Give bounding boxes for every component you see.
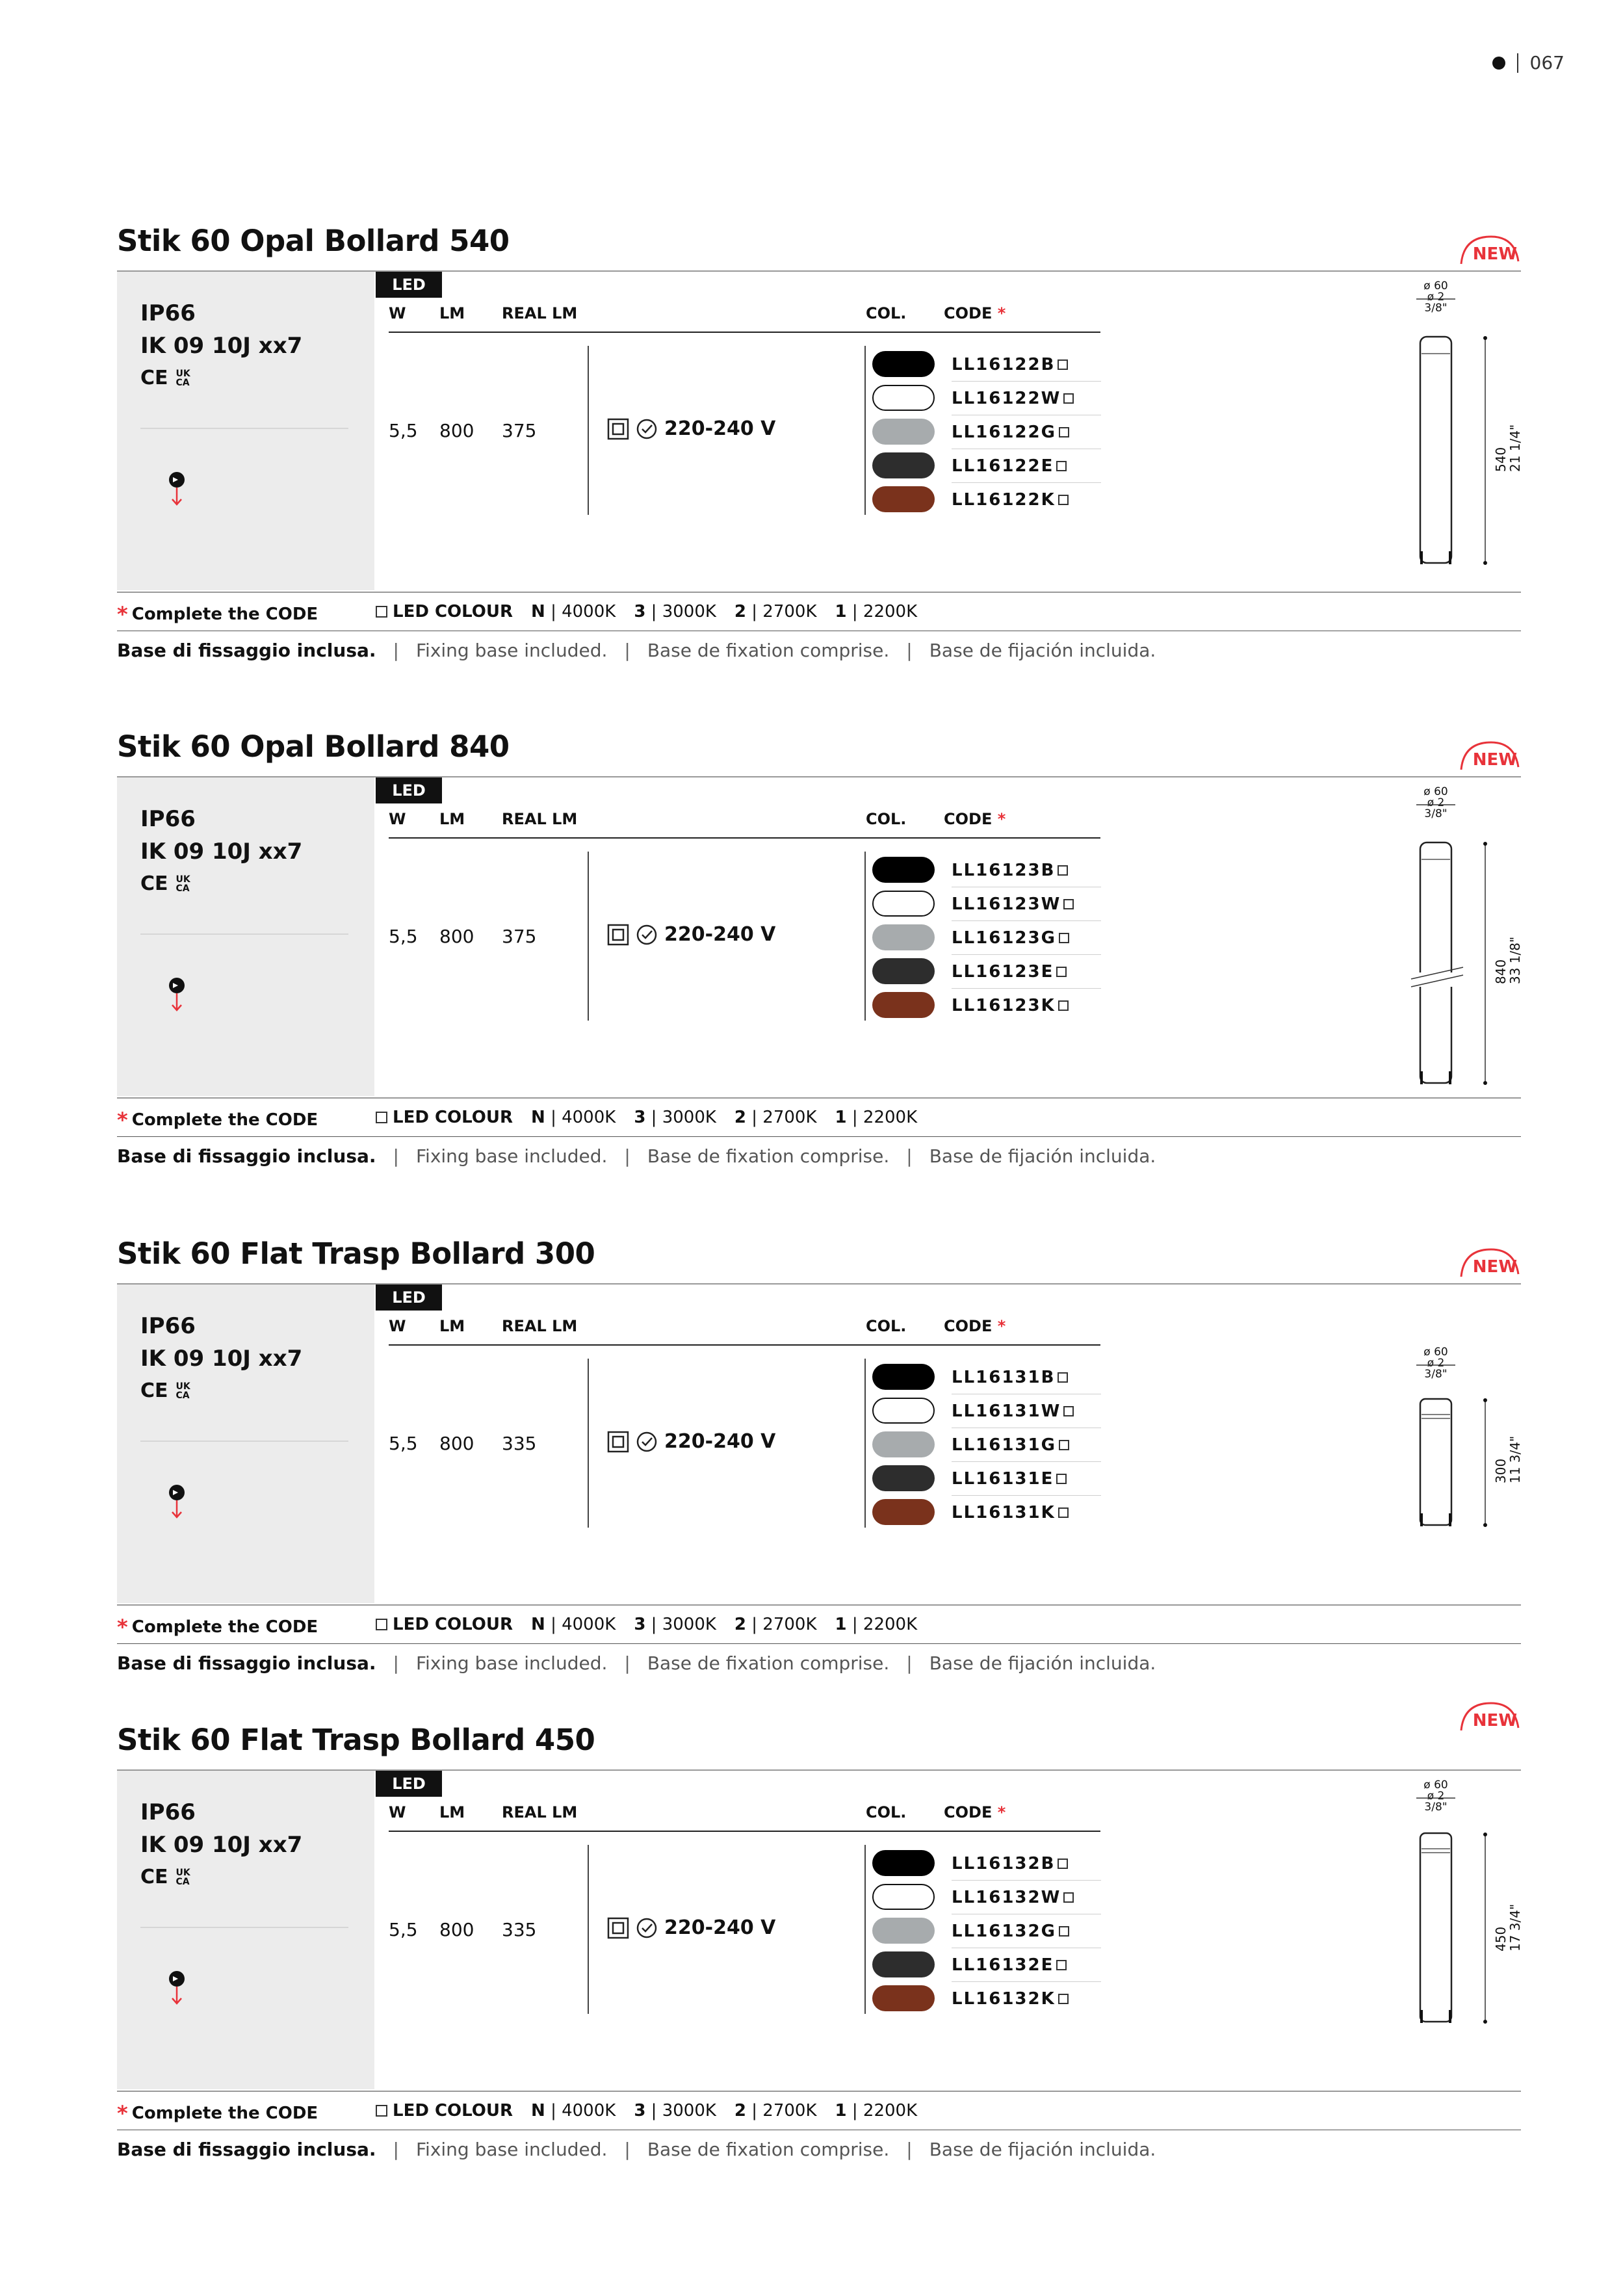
new-badge: NEW (1459, 233, 1521, 265)
ukca-mark: UK CA (175, 368, 190, 388)
certification-marks (140, 367, 198, 389)
header-code: CODE * (944, 1803, 1006, 1821)
led-colour-options: LED COLOUR N | 4000K 3 | 3000K 2 | 2700K 1 | 2200K (376, 2101, 917, 2120)
swatch-grey (872, 419, 935, 445)
header-col: COL. (866, 810, 907, 828)
code-box-icon (1056, 967, 1067, 977)
product-title: Stik 60 Opal Bollard 540 (117, 224, 510, 258)
swatch-white (872, 1398, 935, 1424)
code-box-icon (1058, 1507, 1069, 1518)
check-circle-icon (636, 1917, 658, 1939)
spec-panel (117, 777, 374, 1096)
code-divider (952, 1880, 1101, 1881)
header-code: CODE * (944, 1317, 1006, 1335)
code-box-icon (1063, 393, 1074, 404)
product-code: LL16123W (952, 894, 1074, 914)
led-colour-options: LED COLOUR N | 4000K 3 | 3000K 2 | 2700K 1 | 2200K (376, 1108, 917, 1127)
product-code: LL16123G (952, 928, 1069, 948)
product-title: Stik 60 Flat Trasp Bollard 300 (117, 1236, 595, 1271)
header-divider (389, 1831, 1100, 1832)
spec-panel (117, 1285, 374, 1603)
new-badge: NEW (1459, 1699, 1521, 1732)
swatch-corten (872, 1499, 935, 1525)
height-label-in: 17 3/4" (1507, 1903, 1523, 1951)
code-box-icon (376, 1112, 387, 1123)
swatch-black (872, 351, 935, 377)
header-w: W (389, 1317, 406, 1335)
fixing-note: Base di fissaggio inclusa. | Fixing base included. | Base de fixation comprise. | Base de fijación incluida. (117, 1145, 1156, 1167)
asterisk-icon: * (117, 602, 128, 627)
technical-drawing (1401, 1285, 1531, 1603)
code-box-icon (1056, 1474, 1067, 1484)
class-ii-icon (607, 1917, 629, 1939)
swatch-white (872, 1884, 935, 1910)
complete-code-note: * Complete the CODE (117, 602, 318, 627)
asterisk-icon: * (997, 1803, 1006, 1821)
column-divider (864, 1845, 866, 2014)
certification-marks (140, 1866, 198, 1888)
product-code: LL16132E (952, 1955, 1067, 1975)
header-real-lm: REAL LM (502, 1803, 578, 1821)
swatch-anthracite (872, 1951, 935, 1977)
product-code: LL16132G (952, 1922, 1069, 1941)
product-code: LL16123E (952, 962, 1067, 982)
header-code: CODE * (944, 304, 1006, 322)
product-code: LL16122B (952, 355, 1068, 374)
header-real-lm: REAL LM (502, 810, 578, 828)
swatch-black (872, 1850, 935, 1876)
product-code: LL16131W (952, 1402, 1074, 1421)
new-badge: NEW (1459, 1246, 1521, 1278)
panel-divider (140, 428, 348, 429)
code-box-icon (1058, 1994, 1069, 2004)
column-divider (588, 1359, 589, 1528)
code-divider (952, 1495, 1101, 1496)
header-w: W (389, 1803, 406, 1821)
header-w: W (389, 304, 406, 322)
page-dot-icon (1492, 57, 1505, 70)
product-code: LL16122W (952, 389, 1074, 408)
header-w: W (389, 810, 406, 828)
column-divider (864, 346, 866, 515)
swatch-grey (872, 1918, 935, 1944)
swatch-corten (872, 1985, 935, 2011)
ce-mark: CE (140, 367, 168, 389)
code-divider (952, 381, 1101, 382)
value-lm: 800 (439, 420, 474, 441)
led-badge: LED (376, 1771, 442, 1797)
ik-rating: IK 09 10J xx7 (140, 1346, 303, 1372)
swatch-white (872, 385, 935, 411)
technical-drawing (1401, 272, 1531, 590)
diameter-label: ø 60 ø 2 3/8" (1423, 785, 1448, 820)
code-divider (952, 920, 1101, 921)
diameter-label: ø 60 ø 2 3/8" (1423, 1779, 1448, 1814)
value-w: 5,5 (389, 1919, 418, 1940)
code-box-icon (376, 1619, 387, 1630)
value-lm: 800 (439, 926, 474, 947)
swatch-corten (872, 486, 935, 512)
swatch-anthracite (872, 452, 935, 478)
page-number (1492, 52, 1565, 73)
header-col: COL. (866, 1803, 907, 1821)
product-code: LL16131K (952, 1503, 1069, 1522)
section-divider (117, 2091, 1521, 2092)
product-code: LL16132B (952, 1854, 1068, 1873)
complete-code-note: * Complete the CODE (117, 2101, 318, 2126)
code-box-icon (1059, 1926, 1069, 1937)
page-divider (1517, 53, 1518, 73)
check-circle-icon (636, 924, 658, 946)
voltage: 220-240 V (607, 923, 775, 946)
value-w: 5,5 (389, 420, 418, 441)
ukca-mark: UK CA (175, 874, 190, 894)
column-divider (588, 1845, 589, 2014)
swatch-black (872, 857, 935, 883)
header-real-lm: REAL LM (502, 304, 578, 322)
product-section (117, 729, 1521, 1184)
header-lm: LM (439, 1803, 465, 1821)
asterisk-icon: * (997, 304, 1006, 322)
code-box-icon (1063, 899, 1074, 909)
height-label: 540 (1493, 447, 1509, 472)
fixing-note: Base di fissaggio inclusa. | Fixing base included. | Base de fixation comprise. | Base de fijación incluida. (117, 640, 1156, 661)
height-label: 840 (1493, 959, 1509, 984)
column-divider (864, 1359, 866, 1528)
swatch-anthracite (872, 958, 935, 984)
asterisk-icon: * (117, 1615, 128, 1639)
product-title: Stik 60 Opal Bollard 840 (117, 729, 510, 764)
height-label: 300 (1493, 1458, 1509, 1483)
product-section (117, 1236, 1521, 1691)
swatch-grey (872, 924, 935, 950)
check-circle-icon (636, 1431, 658, 1453)
product-code: LL16123B (952, 861, 1068, 880)
section-divider (117, 1097, 1521, 1099)
panel-divider (140, 1441, 348, 1442)
led-colour-options: LED COLOUR N | 4000K 3 | 3000K 2 | 2700K 1 | 2200K (376, 602, 917, 621)
value-real-lm: 375 (502, 926, 537, 947)
code-divider (952, 954, 1101, 955)
asterisk-icon: * (997, 810, 1006, 828)
panel-divider (140, 1927, 348, 1928)
header-lm: LM (439, 304, 465, 322)
height-label: 450 (1493, 1926, 1509, 1951)
code-box-icon (376, 606, 387, 618)
ce-mark: CE (140, 872, 168, 895)
complete-code-note: * Complete the CODE (117, 1615, 318, 1639)
panel-divider (140, 933, 348, 935)
ik-rating: IK 09 10J xx7 (140, 839, 303, 865)
led-badge: LED (376, 1285, 442, 1311)
code-divider (952, 988, 1101, 989)
fixing-note: Base di fissaggio inclusa. | Fixing base included. | Base de fixation comprise. | Base de fijación incluida. (117, 2139, 1156, 2160)
code-box-icon (1058, 1859, 1068, 1869)
note-divider (117, 1136, 1521, 1137)
product-code: LL16132K (952, 1989, 1069, 2009)
ip-rating: IP66 (140, 806, 196, 832)
product-code: LL16131B (952, 1368, 1068, 1387)
product-section (117, 1723, 1521, 2178)
header-lm: LM (439, 810, 465, 828)
note-divider (117, 1643, 1521, 1644)
column-divider (588, 346, 589, 515)
header-col: COL. (866, 1317, 907, 1335)
value-real-lm: 335 (502, 1919, 537, 1940)
header-divider (389, 837, 1100, 839)
height-label-in: 33 1/8" (1507, 936, 1523, 984)
value-lm: 800 (439, 1919, 474, 1940)
asterisk-icon: * (117, 1108, 128, 1132)
pin-icon (164, 469, 190, 508)
technical-drawing (1401, 1771, 1531, 2089)
fixing-note: Base di fissaggio inclusa. | Fixing base included. | Base de fixation comprise. | Base de fijación incluida. (117, 1652, 1156, 1674)
ukca-mark: UK CA (175, 1381, 190, 1401)
pin-icon (164, 975, 190, 1014)
class-ii-icon (607, 1431, 629, 1453)
ip-rating: IP66 (140, 1799, 196, 1825)
header-code: CODE * (944, 810, 1006, 828)
header-divider (389, 1344, 1100, 1346)
code-box-icon (1059, 933, 1069, 943)
certification-marks (140, 1379, 198, 1402)
swatch-corten (872, 992, 935, 1018)
ce-mark: CE (140, 1866, 168, 1888)
code-box-icon (1056, 461, 1067, 471)
code-box-icon (1058, 1000, 1069, 1011)
ik-rating: IK 09 10J xx7 (140, 1832, 303, 1858)
product-code: LL16122E (952, 456, 1067, 476)
ip-rating: IP66 (140, 1313, 196, 1339)
product-code: LL16122K (952, 490, 1069, 510)
header-real-lm: REAL LM (502, 1317, 578, 1335)
complete-code-note: * Complete the CODE (117, 1108, 318, 1132)
certification-marks (140, 872, 198, 895)
section-divider (117, 592, 1521, 593)
ip-rating: IP66 (140, 300, 196, 326)
product-title: Stik 60 Flat Trasp Bollard 450 (117, 1723, 595, 1757)
diameter-label: ø 60 ø 2 3/8" (1423, 280, 1448, 315)
asterisk-icon: * (117, 2101, 128, 2126)
code-box-icon (1058, 359, 1068, 370)
technical-drawing (1401, 777, 1531, 1096)
value-w: 5,5 (389, 926, 418, 947)
led-badge: LED (376, 777, 442, 803)
product-section (117, 224, 1521, 679)
code-box-icon (1063, 1406, 1074, 1416)
swatch-white (872, 891, 935, 917)
spec-panel (117, 272, 374, 590)
led-badge: LED (376, 272, 442, 298)
value-real-lm: 375 (502, 420, 537, 441)
value-w: 5,5 (389, 1433, 418, 1454)
code-box-icon (1058, 495, 1069, 505)
ukca-mark: UK CA (175, 1867, 190, 1887)
height-label-in: 11 3/4" (1507, 1435, 1523, 1483)
voltage: 220-240 V (607, 1916, 775, 1939)
class-ii-icon (607, 418, 629, 440)
header-col: COL. (866, 304, 907, 322)
page-number-text: 067 (1529, 52, 1565, 73)
code-divider (952, 1981, 1101, 1982)
swatch-black (872, 1364, 935, 1390)
product-code: LL16131E (952, 1469, 1067, 1489)
column-divider (588, 852, 589, 1021)
new-badge: NEW (1459, 738, 1521, 771)
pin-icon (164, 1968, 190, 2007)
code-box-icon (1058, 1372, 1068, 1383)
ce-mark: CE (140, 1379, 168, 1402)
code-box-icon (1063, 1892, 1074, 1903)
product-code: LL16123K (952, 996, 1069, 1015)
ik-rating: IK 09 10J xx7 (140, 333, 303, 359)
height-label-in: 21 1/4" (1507, 424, 1523, 472)
voltage: 220-240 V (607, 1430, 775, 1453)
product-code: LL16132W (952, 1888, 1074, 1907)
class-ii-icon (607, 924, 629, 946)
diameter-label: ø 60 ø 2 3/8" (1423, 1346, 1448, 1381)
pin-icon (164, 1482, 190, 1521)
swatch-anthracite (872, 1465, 935, 1491)
header-divider (389, 332, 1100, 333)
swatch-grey (872, 1431, 935, 1457)
code-box-icon (1059, 1440, 1069, 1450)
spec-panel (117, 1771, 374, 2089)
header-lm: LM (439, 1317, 465, 1335)
voltage: 220-240 V (607, 417, 775, 440)
product-code: LL16122G (952, 423, 1069, 442)
value-real-lm: 335 (502, 1433, 537, 1454)
section-divider (117, 1604, 1521, 1606)
product-code: LL16131G (952, 1435, 1069, 1455)
code-divider (952, 1461, 1101, 1462)
code-box-icon (376, 2105, 387, 2117)
code-box-icon (1058, 865, 1068, 876)
value-lm: 800 (439, 1433, 474, 1454)
code-box-icon (1059, 427, 1069, 437)
check-circle-icon (636, 418, 658, 440)
asterisk-icon: * (997, 1317, 1006, 1335)
code-box-icon (1056, 1960, 1067, 1970)
column-divider (864, 852, 866, 1021)
code-divider (952, 482, 1101, 483)
led-colour-options: LED COLOUR N | 4000K 3 | 3000K 2 | 2700K 1 | 2200K (376, 1615, 917, 1634)
